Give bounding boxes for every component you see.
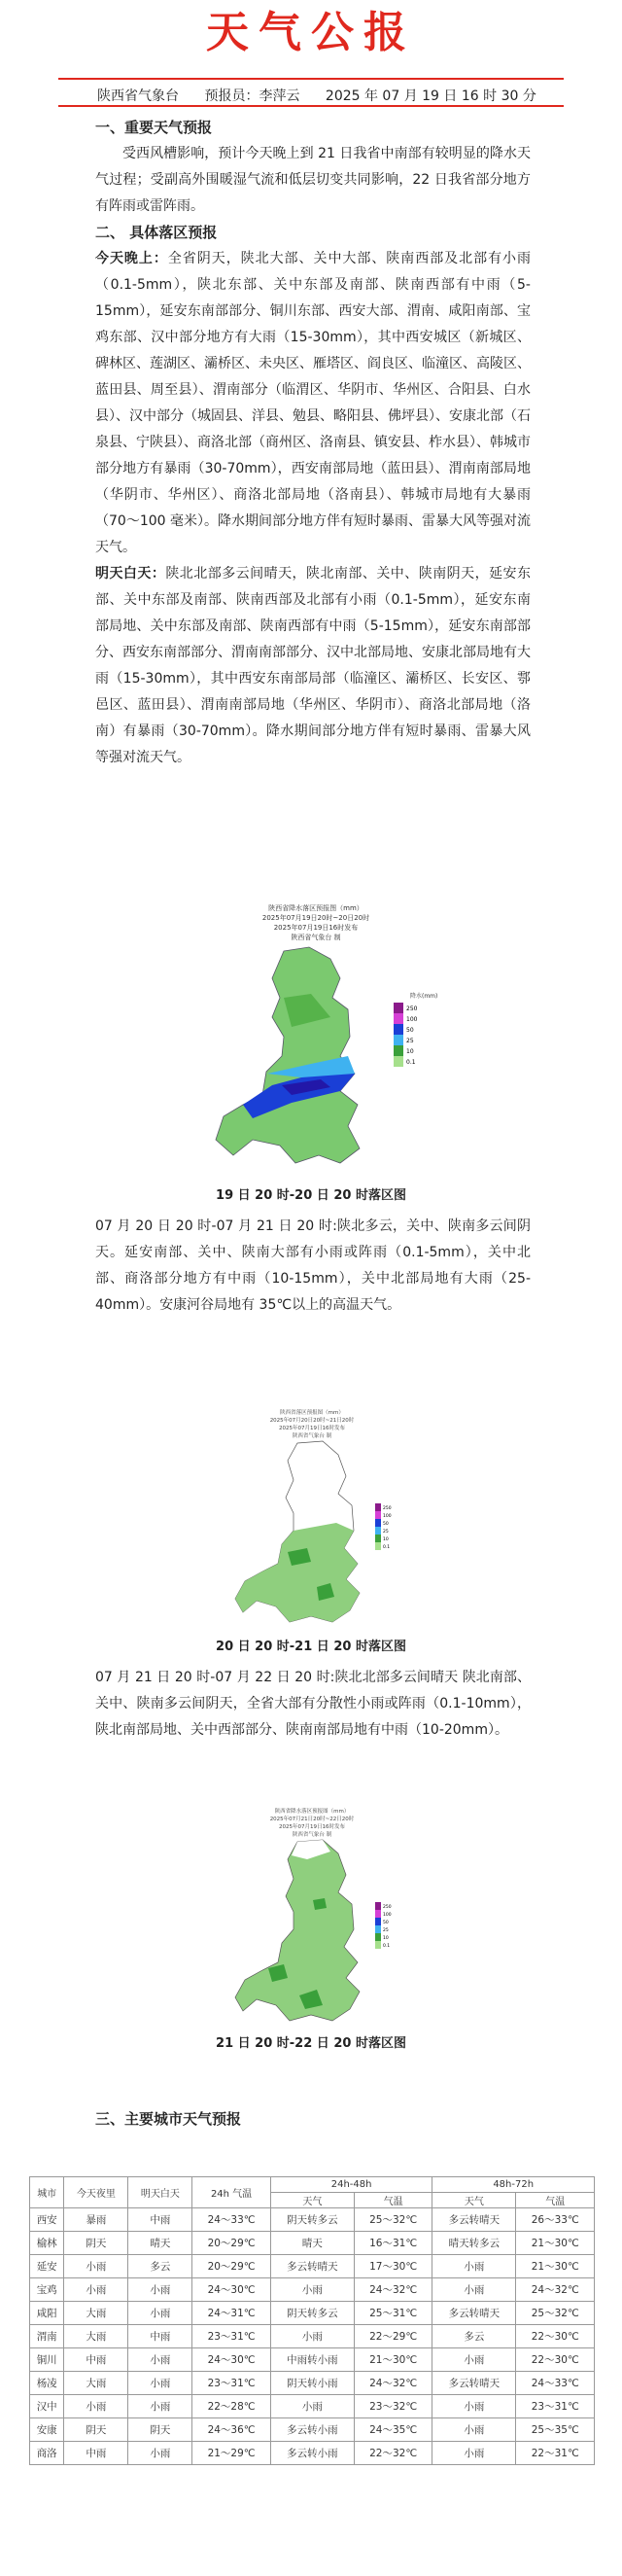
map3-caption: 21 日 20 时-22 日 20 时落区图 xyxy=(216,2036,406,2051)
legend-label: 25 xyxy=(406,1038,414,1044)
table-row xyxy=(30,2232,595,2255)
map2-title: 陕西省落区预报图（mm） xyxy=(280,1410,344,1416)
legend-label: 50 xyxy=(383,1921,389,1925)
table-cell: 22～28℃ xyxy=(192,2395,270,2418)
col-city: 城市 xyxy=(30,2177,64,2208)
table-cell: 小雨 xyxy=(128,2348,192,2372)
map1-caption: 19 日 20 时-20 日 20 时落区图 xyxy=(216,1188,406,1203)
table-row xyxy=(30,2442,595,2465)
table-cell: 24～30℃ xyxy=(192,2348,270,2372)
table-cell: 22～30℃ xyxy=(516,2325,595,2348)
table-cell: 大雨 xyxy=(64,2325,128,2348)
table-cell: 20～29℃ xyxy=(192,2255,270,2278)
legend-swatch-250 xyxy=(375,1503,381,1511)
legend-swatch-100 xyxy=(375,1511,381,1519)
table-cell: 阴天转多云 xyxy=(270,2302,354,2325)
section3-heading-wrap xyxy=(95,2106,531,2133)
table-cell: 暴雨 xyxy=(64,2208,128,2232)
table-cell: 17～30℃ xyxy=(354,2255,432,2278)
city-rows xyxy=(30,2208,595,2465)
table-cell: 延安 xyxy=(30,2255,64,2278)
rain-map-3 xyxy=(229,1805,414,2029)
table-cell: 多云转晴天 xyxy=(270,2255,354,2278)
table-cell: 商洛 xyxy=(30,2442,64,2465)
table-cell: 24～35℃ xyxy=(354,2418,432,2442)
day2-text: 07 月 20 日 20 时-07 月 21 日 20 时:陕北多云，关中、陕南多云间阴天。延安南部、关中、陕南大部有小雨或阵雨（0.1-5mm），关中北部、商洛部分地方有中雨（10-15mm），关中北部局地有大雨（25-40mm）。安康河谷局地有 35℃以上的高温天气。 xyxy=(95,1218,531,1313)
table-cell: 小雨 xyxy=(64,2395,128,2418)
table-cell: 小雨 xyxy=(128,2395,192,2418)
legend-label: 0.1 xyxy=(383,1944,391,1949)
subcol-temp: 气温 xyxy=(516,2193,595,2208)
table-cell: 小雨 xyxy=(128,2372,192,2395)
table-cell: 小雨 xyxy=(432,2255,516,2278)
table-cell: 26～33℃ xyxy=(516,2208,595,2232)
table-row xyxy=(30,2208,595,2232)
table-cell: 22～29℃ xyxy=(354,2325,432,2348)
table-cell: 24～31℃ xyxy=(192,2302,270,2325)
rain-map-2 xyxy=(229,1406,414,1630)
table-row xyxy=(30,2372,595,2395)
table-cell: 24～30℃ xyxy=(192,2278,270,2302)
legend-label: 10 xyxy=(406,1048,414,1055)
table-row xyxy=(30,2395,595,2418)
map2-period: 2025年07月20日20时~21日20时 xyxy=(269,1418,355,1424)
rain-map-2-figure xyxy=(229,1406,414,1630)
col-48-72h: 48h-72h xyxy=(432,2177,595,2193)
header-rule-bottom xyxy=(58,105,564,107)
legend-swatch-25 xyxy=(394,1035,403,1045)
table-row xyxy=(30,2255,595,2278)
table-cell: 小雨 xyxy=(432,2418,516,2442)
table-cell: 24～32℃ xyxy=(354,2278,432,2302)
table-cell: 安康 xyxy=(30,2418,64,2442)
legend-swatch-250 xyxy=(375,1902,381,1910)
table-cell: 20～29℃ xyxy=(192,2232,270,2255)
table-cell: 多云 xyxy=(432,2325,516,2348)
table-cell: 多云转晴天 xyxy=(432,2208,516,2232)
table-cell: 多云转晴天 xyxy=(432,2302,516,2325)
table-cell: 汉中 xyxy=(30,2395,64,2418)
legend-label: 0.1 xyxy=(406,1059,416,1066)
legend-swatch-10 xyxy=(375,1535,381,1542)
section1-text: 受西风槽影响，预计今天晚上到 21 日我省中南部有较明显的降水天气过程；受副高外围暖湿气流和低层切变共同影响，22 日我省部分地方有阵雨或雷阵雨。 xyxy=(95,146,531,214)
table-cell: 榆林 xyxy=(30,2232,64,2255)
legend-label: 100 xyxy=(383,1514,392,1519)
table-cell: 小雨 xyxy=(64,2278,128,2302)
table-cell: 23～32℃ xyxy=(354,2395,432,2418)
map1-title: 陕西省降水落区预报图（mm） xyxy=(268,904,363,912)
table-cell: 小雨 xyxy=(432,2442,516,2465)
legend-swatch-25 xyxy=(375,1925,381,1933)
legend-swatch-100 xyxy=(394,1013,403,1024)
day3-forecast xyxy=(95,1665,531,1744)
table-cell: 小雨 xyxy=(270,2325,354,2348)
table-cell: 25～32℃ xyxy=(354,2208,432,2232)
table-cell: 小雨 xyxy=(432,2348,516,2372)
table-cell: 晴天 xyxy=(270,2232,354,2255)
legend-label: 25 xyxy=(383,1928,389,1933)
city-forecast-table xyxy=(29,2176,595,2465)
table-cell: 多云转晴天 xyxy=(432,2372,516,2395)
table-row xyxy=(30,2302,595,2325)
table-cell: 22～32℃ xyxy=(354,2442,432,2465)
table-cell: 中雨 xyxy=(64,2348,128,2372)
legend-swatch-10 xyxy=(394,1045,403,1056)
map2-caption: 20 日 20 时-21 日 20 时落区图 xyxy=(216,1640,406,1654)
header-rule-top xyxy=(58,78,564,80)
table-cell: 25～32℃ xyxy=(516,2302,595,2325)
province-outline-3 xyxy=(235,1840,360,2021)
legend-label: 250 xyxy=(406,1006,418,1012)
table-cell: 阴天转小雨 xyxy=(270,2372,354,2395)
table-cell: 晴天 xyxy=(128,2232,192,2255)
map2-issued: 2025年07月19日16时发布 xyxy=(279,1426,345,1431)
map3-agency: 陕西省气象台 制 xyxy=(292,1832,332,1838)
table-cell: 中雨转小雨 xyxy=(270,2348,354,2372)
section3-heading: 三、主要城市天气预报 xyxy=(95,2110,242,2128)
table-row xyxy=(30,2348,595,2372)
map3-issued: 2025年07月19日16时发布 xyxy=(279,1824,345,1830)
table-cell: 中雨 xyxy=(64,2442,128,2465)
table-cell: 杨凌 xyxy=(30,2372,64,2395)
table-cell: 渭南 xyxy=(30,2325,64,2348)
table-cell: 中雨 xyxy=(128,2325,192,2348)
table-cell: 铜川 xyxy=(30,2348,64,2372)
province-outline xyxy=(216,947,360,1163)
col-tonight: 今天夜里 xyxy=(64,2177,128,2208)
col-tomorrow: 明天白天 xyxy=(128,2177,192,2208)
legend-swatch-50 xyxy=(375,1918,381,1925)
legend-label: 100 xyxy=(406,1016,418,1023)
table-cell: 小雨 xyxy=(128,2442,192,2465)
col-24-48h: 24h-48h xyxy=(270,2177,432,2193)
table-cell: 小雨 xyxy=(128,2278,192,2302)
legend-label: 10 xyxy=(383,1936,389,1941)
legend-label: 0.1 xyxy=(383,1545,391,1550)
issue-time: 2025 年 07 月 19 日 16 时 30 分 xyxy=(325,88,536,104)
day3-text: 07 月 21 日 20 时-07 月 22 日 20 时:陕北北部多云间晴天 陕北南部、关中、陕南多云间阴天，全省大部有分散性小雨或阵雨（0.1-10mm），陕北南部局地、关中西部部分、陕南南部局地有中雨（10-20mm）。 xyxy=(95,1670,531,1738)
legend-label: 25 xyxy=(383,1530,389,1535)
bulletin-title: 天气公报 xyxy=(206,8,416,57)
table-cell: 小雨 xyxy=(64,2255,128,2278)
legend-label: 250 xyxy=(383,1905,392,1910)
table-cell: 23～31℃ xyxy=(516,2395,595,2418)
legend-swatch-25 xyxy=(375,1527,381,1535)
moderate-rain-spot xyxy=(313,1898,327,1910)
header-meta xyxy=(97,86,558,105)
map1-issued: 2025年07月19日16时发布 xyxy=(273,924,359,932)
agency-name: 陕西省气象台 xyxy=(97,88,179,104)
subcol-weather: 天气 xyxy=(270,2193,354,2208)
subcol-weather: 天气 xyxy=(432,2193,516,2208)
day2-forecast xyxy=(95,1214,531,1319)
map3-title: 陕西省降水落区预报图（mm） xyxy=(274,1809,350,1815)
rain-map-1-figure xyxy=(194,900,437,1182)
tonight-label: 今天晚上： xyxy=(95,251,168,266)
table-row xyxy=(30,2325,595,2348)
table-cell: 25～35℃ xyxy=(516,2418,595,2442)
table-cell: 阴天 xyxy=(64,2232,128,2255)
table-cell: 小雨 xyxy=(128,2302,192,2325)
section1-heading: 一、重要天气预报 xyxy=(95,119,213,136)
table-cell: 24～33℃ xyxy=(192,2208,270,2232)
table-cell: 23～31℃ xyxy=(192,2325,270,2348)
table-cell: 大雨 xyxy=(64,2302,128,2325)
table-cell: 小雨 xyxy=(270,2278,354,2302)
tomorrow-label: 明天白天： xyxy=(95,566,166,582)
legend-swatch-0.1 xyxy=(394,1056,403,1067)
legend-label: 100 xyxy=(383,1913,392,1918)
table-cell: 21～30℃ xyxy=(354,2348,432,2372)
legend-label: 10 xyxy=(383,1537,389,1542)
rain-map-1 xyxy=(194,900,437,1182)
rain-map-3-figure xyxy=(229,1805,414,2029)
table-cell: 24～32℃ xyxy=(516,2278,595,2302)
map3-period: 2025年07月21日20时~22日20时 xyxy=(269,1817,355,1822)
table-cell: 22～31℃ xyxy=(516,2442,595,2465)
legend-label: 50 xyxy=(383,1522,389,1527)
legend-swatch-10 xyxy=(375,1933,381,1941)
map1-period: 2025年07月19日20时~20日20时 xyxy=(261,914,370,922)
table-cell: 小雨 xyxy=(432,2278,516,2302)
table-cell: 多云 xyxy=(128,2255,192,2278)
table-cell: 多云转小雨 xyxy=(270,2442,354,2465)
table-cell: 晴天转多云 xyxy=(432,2232,516,2255)
forecast-text-block xyxy=(95,115,531,771)
table-cell: 中雨 xyxy=(128,2208,192,2232)
legend-label: 250 xyxy=(383,1506,392,1511)
map1-legend-title: 降水(mm) xyxy=(410,993,437,1000)
table-cell: 21～30℃ xyxy=(516,2232,595,2255)
table-cell: 阴天 xyxy=(64,2418,128,2442)
table-cell: 小雨 xyxy=(432,2395,516,2418)
col-temp-24h: 24h 气温 xyxy=(192,2177,270,2208)
map2-agency: 陕西省气象台 制 xyxy=(292,1433,332,1439)
forecaster: 预报员：李萍云 xyxy=(204,88,300,104)
table-cell: 多云转小雨 xyxy=(270,2418,354,2442)
legend-swatch-0.1 xyxy=(375,1542,381,1550)
table-cell: 21～30℃ xyxy=(516,2255,595,2278)
legend-swatch-250 xyxy=(394,1003,403,1013)
table-cell: 阴天转多云 xyxy=(270,2208,354,2232)
table-row xyxy=(30,2278,595,2302)
table-cell: 21～29℃ xyxy=(192,2442,270,2465)
section2-heading: 二、 具体落区预报 xyxy=(95,224,218,241)
tonight-text: 全省阴天，陕北大部、关中大部、陕南西部及北部有小雨（0.1-5mm），陕北东部、关中东部及南部、陕南西部有中雨（5-15mm），延安东南部部分、铜川东部、西安大部、渭南、咸阳南部、宝鸡东部、汉中部分地方有大雨（15-30mm），其中西安城区（新城区、碑林区、莲湖区、灞桥区、未央区、雁塔区、阎良区、临潼区、高陵区、蓝田县、周至县）、渭南部分（临渭区、华阴市、华州区、合阳县、白水县）、汉中部分（城固县、洋县、勉县、略阳县、佛坪县）、安康北部（石泉县、宁陕县）、商洛北部（商州区、洛南县、镇安县、柞水县）、韩城市部分地方有暴雨（30-70mm），西安南部局地（蓝田县）、渭南南部局地（华阴市、华州区）、商洛北部局地（洛南县）、韩城市局地有大暴雨（70～100 毫米）。降水期间部分地方伴有短时暴雨、雷暴大风等强对流天气。 xyxy=(95,251,531,555)
table-cell: 25～31℃ xyxy=(354,2302,432,2325)
table-cell: 24～33℃ xyxy=(516,2372,595,2395)
legend-swatch-0.1 xyxy=(375,1941,381,1949)
table-cell: 大雨 xyxy=(64,2372,128,2395)
table-cell: 24～32℃ xyxy=(354,2372,432,2395)
table-row xyxy=(30,2418,595,2442)
light-rain-zone-2 xyxy=(235,1523,360,1622)
table-cell: 23～31℃ xyxy=(192,2372,270,2395)
legend-swatch-50 xyxy=(394,1024,403,1035)
table-cell: 咸阳 xyxy=(30,2302,64,2325)
tonight-forecast xyxy=(95,246,531,561)
table-cell: 小雨 xyxy=(270,2395,354,2418)
table-cell: 16～31℃ xyxy=(354,2232,432,2255)
table-cell: 阴天 xyxy=(128,2418,192,2442)
table-cell: 24～36℃ xyxy=(192,2418,270,2442)
tomorrow-forecast xyxy=(95,561,531,771)
legend-swatch-50 xyxy=(375,1519,381,1527)
table-cell: 宝鸡 xyxy=(30,2278,64,2302)
map1-agency: 陕西省气象台 制 xyxy=(291,934,341,941)
table-cell: 西安 xyxy=(30,2208,64,2232)
table-cell: 22～30℃ xyxy=(516,2348,595,2372)
tomorrow-text: 陕北北部多云间晴天，陕北南部、关中、陕南阴天，延安东部、关中东部及南部、陕南西部及北部有小雨（0.1-5mm），延安东南部局地、关中东部及南部、陕南西部有中雨（5-15mm），延安东南部部分、西安东南部部分、渭南南部部分、汉中北部局地、安康北部局地有大雨（15-30mm），其中西安东南部局部（临潼区、灞桥区、长安区、鄠邑区、蓝田县）、渭南南部局地（华州区、华阴市）、商洛北部局地（洛南）有暴雨（30-70mm）。降水期间部分地方伴有短时暴雨、雷暴大风等强对流天气。 xyxy=(95,566,532,765)
subcol-temp: 气温 xyxy=(354,2193,432,2208)
legend-label: 50 xyxy=(406,1027,414,1034)
legend-swatch-100 xyxy=(375,1910,381,1918)
